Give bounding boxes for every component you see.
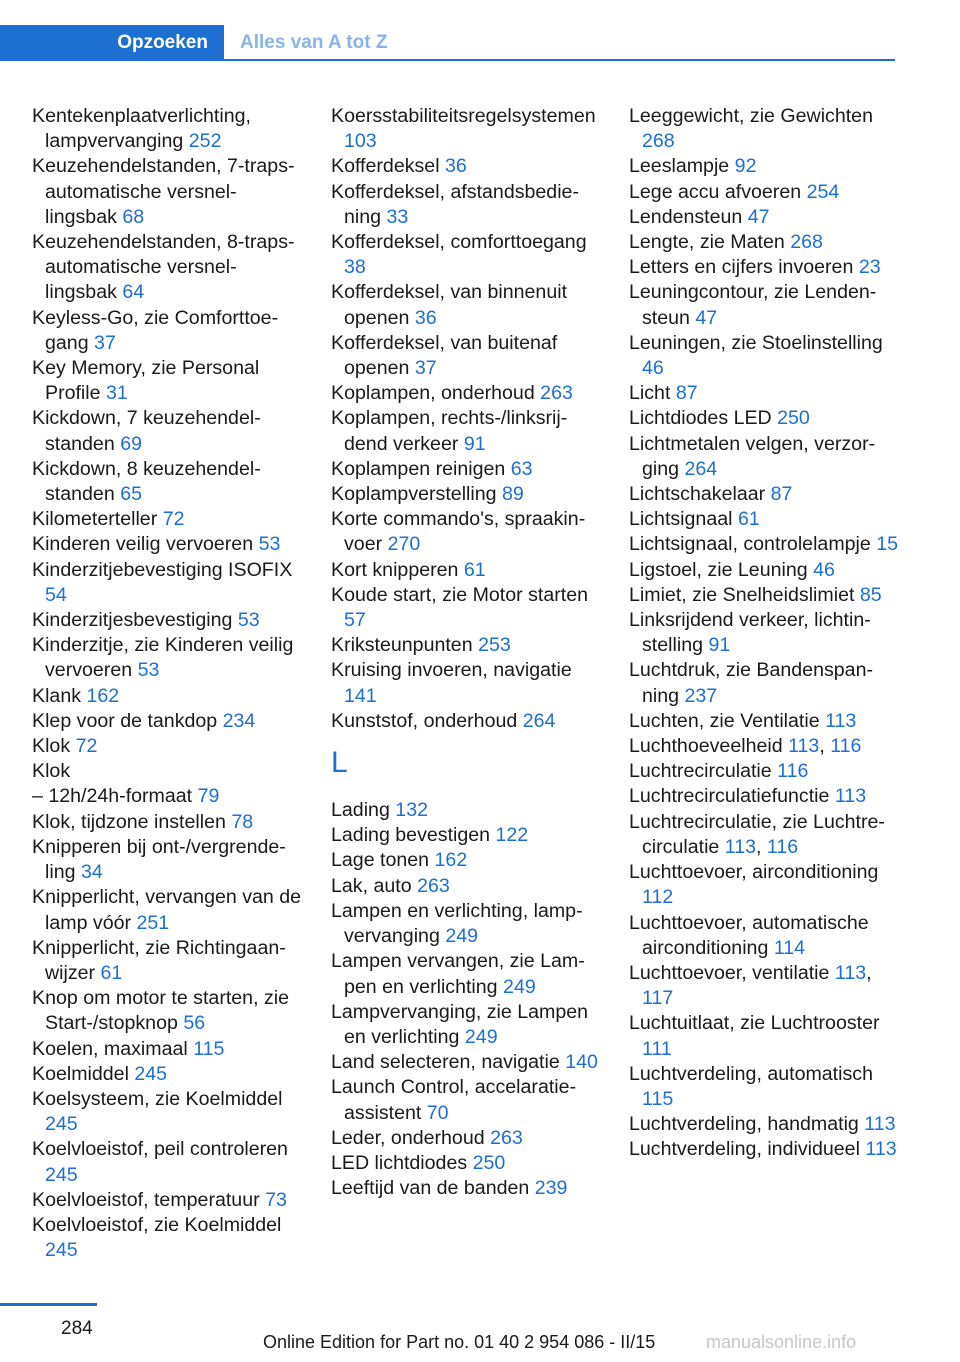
index-entry [32, 1087, 302, 1137]
index-entry-term: Keuzehendelstanden, 7-traps-automatische versnellingsbak [32, 155, 295, 228]
page-reference-link[interactable]: 53 [258, 533, 281, 556]
index-entry-term: Lege accu afvoeren [629, 180, 802, 203]
index-entry [32, 154, 302, 230]
page-reference-link[interactable]: 132 [395, 799, 428, 822]
page-reference-link[interactable]: 113 [724, 835, 757, 858]
index-entry [32, 1137, 302, 1187]
index-entry-term: Luchtverdeling, automatisch [629, 1062, 873, 1085]
index-entry [629, 1062, 899, 1112]
index-entry [32, 684, 302, 709]
page-reference-link[interactable]: 239 [534, 1177, 568, 1200]
index-entry-term: Koelsysteem, zie Koelmiddel [32, 1087, 283, 1110]
index-entry [629, 911, 899, 961]
page-reference-link[interactable]: 113 [834, 961, 867, 984]
index-column-3 [629, 104, 899, 1163]
index-entry [629, 381, 899, 406]
index-entry-term: Keuzehendelstanden, 8-traps-automatische versnellingsbak [32, 231, 295, 304]
page-reference-link[interactable]: 116 [766, 835, 799, 858]
index-entry-term: Kentekenplaatverlichting, lampvervanging [32, 105, 251, 153]
index-entry [32, 810, 302, 835]
index-entry [629, 1137, 899, 1162]
index-entry [331, 381, 601, 406]
watermark: manualsonline.info [706, 1332, 857, 1352]
page-reference-link[interactable]: 15 [876, 533, 899, 556]
page-reference-link[interactable]: 245 [45, 1239, 78, 1262]
index-entry [32, 306, 302, 356]
page-reference-link[interactable]: 249 [503, 975, 536, 998]
index-entry [32, 608, 302, 633]
index-entry [629, 860, 899, 910]
page-reference-link[interactable]: 87 [770, 483, 793, 506]
index-entry-term: Kort knipperen [331, 558, 459, 581]
index-entry [32, 633, 302, 683]
index-entry [331, 230, 601, 280]
page-header [0, 25, 895, 61]
index-entry-term: Knipperen bij ont-/vergrendeling [32, 835, 286, 884]
index-entry [32, 457, 302, 507]
index-entry [331, 1126, 601, 1151]
index-entry-term: Kofferdeksel, afstandsbediening [331, 180, 579, 228]
page-reference-link[interactable]: 56 [183, 1012, 206, 1035]
index-entry [331, 949, 601, 999]
page-reference-link[interactable]: 46 [813, 558, 835, 581]
index-entry [629, 658, 899, 708]
index-entry-term: Lampen en verlichting, lampvervanging [331, 899, 583, 948]
page-reference-link[interactable]: 140 [565, 1051, 598, 1074]
index-entry-term: Leeggewicht, zie Gewichten [629, 105, 873, 127]
index-entry [629, 205, 899, 230]
page-reference-link[interactable]: 112 [642, 886, 674, 909]
index-entry-term: Letters en cijfers invoeren [629, 256, 854, 279]
index-entry-term: Luchtrecirculatie, zie Luchtrecirculatie [629, 810, 885, 858]
index-entry [629, 532, 899, 557]
page-reference-link[interactable]: 113 [825, 709, 857, 732]
page-reference-link[interactable]: 245 [45, 1113, 78, 1136]
index-entry-term: Koplampen, onderhoud [331, 382, 535, 405]
index-entry [629, 558, 899, 583]
index-entry [32, 784, 302, 809]
index-entry [331, 874, 601, 899]
index-entry-term: Kunststof, onderhoud [331, 709, 518, 732]
index-entry-term: Land selecteren, navigatie [331, 1051, 560, 1074]
page-reference-link[interactable]: 36 [414, 306, 437, 329]
page-reference-link[interactable]: 103 [344, 130, 377, 153]
index-entry-term: Lengte, zie Maten [629, 231, 785, 254]
page-reference-link[interactable]: 115 [193, 1037, 225, 1060]
page-reference-link[interactable]: 57 [344, 609, 366, 632]
index-entry [32, 507, 302, 532]
index-entry-term: Key Memory, zie Personal Profile [32, 357, 260, 405]
index-entry-term: Klep voor de tankdop [32, 709, 218, 732]
index-entry-term: Kilometerteller [32, 508, 158, 531]
index-entry-term: Knop om motor te starten, zie Start-/stopknop [32, 987, 290, 1035]
index-entry-term: Koplampverstelling [331, 483, 497, 506]
index-entry-term: Lichtsignaal [629, 508, 733, 531]
index-entry-term: Koplampen, rechts-/linksrijdend verkeer [331, 407, 568, 455]
index-entry-term: Kickdown, 8 keuzehendelstanden [32, 457, 261, 506]
page-reference-link[interactable]: 111 [642, 1037, 672, 1060]
index-entry [629, 432, 899, 482]
index-entry-term: Kruising invoeren, navigatie [331, 659, 572, 682]
page-reference-link[interactable]: 47 [695, 306, 718, 329]
page-reference-link[interactable]: 268 [790, 231, 823, 254]
index-entry [629, 482, 899, 507]
index-entry [331, 583, 601, 633]
index-entry-term: Koude start, zie Motor starten [331, 583, 589, 606]
index-entry-term: Luchthoeveelheid [629, 735, 783, 758]
index-entry [331, 482, 601, 507]
page-reference-link[interactable]: 245 [45, 1163, 78, 1186]
index-entry [32, 1213, 302, 1263]
page-reference-link[interactable]: 53 [137, 659, 160, 682]
page-reference-link[interactable]: 46 [642, 357, 664, 380]
index-entry-term: Ligstoel, zie Leuning [629, 558, 808, 581]
index-entry-term: Leeslampje [629, 155, 730, 178]
index-entry: Luchthoeveelheid 113, 116 [629, 735, 862, 758]
index-entry-term: Koplampen reinigen [331, 457, 506, 480]
index-entry [331, 104, 601, 154]
index-entry-term: Kofferdeksel, van binnenuit openen [331, 281, 568, 329]
index-entry-term: Limiet, zie Snelheidslimiet [629, 583, 855, 606]
index-entry-term: Luchten, zie Ventilatie [629, 709, 820, 732]
index-entry [32, 532, 302, 557]
tab-opzoeken[interactable]: Opzoeken [0, 25, 224, 61]
page-reference-link[interactable]: 33 [386, 205, 409, 228]
index-entry: Luchttoevoer, ventilatie 113, 117 [629, 961, 872, 1010]
page-reference-link[interactable]: 85 [859, 583, 882, 606]
page-reference-link[interactable]: 263 [540, 382, 573, 405]
index-entry [331, 1176, 601, 1201]
page-reference-link[interactable]: 68 [122, 205, 145, 228]
index-entry [331, 633, 601, 658]
page-reference-link[interactable]: 234 [222, 709, 256, 732]
page-reference-link[interactable]: 36 [445, 155, 467, 178]
page-reference-link[interactable]: 65 [120, 483, 142, 506]
page-reference-link[interactable]: 162 [86, 684, 120, 707]
index-entry [32, 558, 302, 608]
index-entry-term: Luchtrecirculatie [629, 760, 772, 783]
page-reference-link[interactable]: 162 [434, 849, 468, 872]
index-entry [32, 835, 302, 885]
index-entry-term: Luchtdruk, zie Bandenspanning [629, 659, 874, 707]
page-reference-link[interactable]: 23 [858, 256, 881, 279]
page-reference-link[interactable]: 251 [136, 911, 170, 934]
index-column-2 [331, 104, 601, 1201]
page-reference-link[interactable]: 245 [134, 1062, 168, 1085]
page-reference-link[interactable]: 264 [684, 457, 718, 480]
index-entry-term: Knipperlicht, vervangen van de lamp vóór [32, 886, 302, 934]
index-entry-term: Kriksteunpunten [331, 634, 473, 657]
page-reference-link[interactable]: 116 [777, 760, 809, 783]
index-entry-term: Lampen vervangen, zie Lampen en verlichting [331, 950, 585, 998]
index-entry [629, 759, 899, 784]
page-reference-link[interactable]: 54 [45, 583, 67, 606]
index-entry [331, 1050, 601, 1075]
index-entry [32, 406, 302, 456]
page-reference-link[interactable]: 237 [684, 684, 718, 707]
index-entry [629, 406, 899, 431]
page-reference-link[interactable]: 78 [231, 810, 254, 833]
index-entry-term: Launch Control, accelaratie-assistent [331, 1076, 577, 1124]
index-entry [629, 331, 899, 381]
page-reference-link[interactable]: 250 [777, 407, 810, 430]
index-entry-term: Lak, auto [331, 874, 412, 897]
index-entry [331, 507, 601, 557]
index-entry [629, 230, 899, 255]
index-entry [331, 154, 601, 179]
page-reference-link[interactable]: 263 [417, 874, 450, 897]
index-entry [32, 1188, 302, 1213]
tab-alles-van-a-tot-z[interactable]: Alles van A tot Z [240, 32, 388, 53]
page-reference-link[interactable]: 249 [445, 925, 479, 948]
page-reference-link[interactable]: 87 [675, 382, 698, 405]
index-entry-term: Luchttoevoer, airconditioning [629, 861, 879, 884]
index-entry-term: Leuningen, zie Stoelinstelling [629, 331, 883, 354]
index-entry [629, 255, 899, 280]
page-reference-link[interactable]: 73 [265, 1188, 287, 1211]
index-entry-term: Leeftijd van de banden [331, 1177, 530, 1200]
index-entry [32, 104, 302, 154]
index-entry [331, 658, 601, 708]
index-entry-term: Lichtsignaal, controlelampje [629, 533, 871, 556]
index-entry [32, 759, 302, 784]
index-entry-term: Korte commando's, spraakinvoer [331, 508, 586, 556]
index-entry-term: Klank [32, 684, 82, 707]
index-entry-term: Lendensteun [629, 205, 743, 228]
index-entry [629, 583, 899, 608]
page-reference-link[interactable]: 61 [100, 961, 123, 984]
page-reference-link[interactable]: 117 [642, 987, 674, 1010]
index-entry [629, 280, 899, 330]
index-entry-term: Lampvervanging, zie Lampen en verlichting [331, 1000, 589, 1048]
index-entry [32, 230, 302, 306]
page-reference-link[interactable]: 253 [478, 634, 511, 657]
page-reference-link[interactable]: 264 [522, 709, 556, 732]
page-reference-link[interactable]: 249 [464, 1025, 498, 1048]
index-entry-term: – 12h/24h-formaat [32, 785, 193, 808]
page-reference-link[interactable]: 69 [120, 432, 142, 455]
index-entry-term: Kinderen veilig vervoeren [32, 533, 254, 556]
page-reference-link[interactable]: 115 [642, 1087, 674, 1110]
index-entry [331, 1151, 601, 1176]
page-reference-link[interactable]: 268 [642, 130, 675, 153]
index-entry-term: Klok [32, 760, 71, 783]
index-entry [629, 608, 899, 658]
page-reference-link[interactable]: 270 [387, 533, 421, 556]
index-entry-term: Klok [32, 735, 71, 758]
footer-accent-line [0, 1303, 97, 1306]
index-entry-term: Luchttoevoer, ventilatie [629, 961, 830, 984]
index-entry-term: Linksrijdend verkeer, lichtinstelling [629, 609, 871, 657]
page-reference-link[interactable]: 116 [830, 735, 862, 758]
index-entry [629, 180, 899, 205]
section-letter: L [331, 746, 348, 780]
page-reference-link[interactable]: 113 [788, 735, 820, 758]
index-entry [331, 457, 601, 482]
page-reference-link[interactable]: 141 [344, 684, 377, 707]
page-reference-link[interactable]: 263 [490, 1126, 523, 1149]
index-entry-term: Licht [629, 382, 671, 405]
index-entry-term: Lichtmetalen velgen, verzorging [629, 432, 876, 480]
index-entry-term: Leuningcontour, zie Lendensteun [629, 281, 877, 329]
index-entry-term: Kofferdeksel, van buitenaf openen [331, 331, 558, 380]
index-entry-term: Luchttoevoer, automatische airconditioning [629, 911, 869, 959]
index-entry [32, 885, 302, 935]
page-reference-link[interactable]: 113 [834, 785, 867, 808]
header-divider [224, 59, 895, 61]
index-entry [32, 709, 302, 734]
index-column-1 [32, 104, 302, 1263]
index-entry-term: Kofferdeksel, comforttoegang [331, 231, 587, 254]
index-entry-term: Lading [331, 799, 390, 822]
index-entry [629, 1011, 899, 1061]
index-entry [331, 558, 601, 583]
index-entry [629, 709, 899, 734]
index-entry-term: Luchtrecirculatiefunctie [629, 785, 830, 808]
page-reference-link[interactable]: 47 [747, 205, 770, 228]
page-reference-link[interactable]: 61 [463, 558, 486, 581]
index-entry [331, 331, 601, 381]
index-entry [331, 848, 601, 873]
index-entry-term: Leder, onderhoud [331, 1126, 485, 1149]
page-reference-link[interactable]: 254 [806, 180, 840, 203]
page-reference-link[interactable]: 89 [502, 483, 524, 506]
index-entry-term: Kinderzitjebevestiging ISOFIX [32, 558, 293, 581]
index-entry [331, 1000, 601, 1050]
index-entry [331, 280, 601, 330]
index-entry-term: Lading bevestigen [331, 824, 491, 847]
index-entry-term: Klok, tijdzone instellen [32, 810, 226, 833]
index-entry [629, 507, 899, 532]
index-entry-term: Koelvloeistof, temperatuur [32, 1188, 260, 1211]
page-reference-link[interactable]: 91 [708, 634, 731, 657]
index-entry-term: Luchtuitlaat, zie Luchtrooster [629, 1012, 880, 1035]
index-entry-term: Kofferdeksel [331, 155, 440, 178]
index-entry [32, 356, 302, 406]
page-reference-link[interactable]: 70 [426, 1101, 449, 1124]
index-entry-term: LED lichtdiodes [331, 1151, 468, 1174]
index-entry [629, 784, 899, 809]
index-entry [331, 823, 601, 848]
page-number: 284 [61, 1318, 93, 1339]
index-entry-term: Koelvloeistof, zie Koelmiddel [32, 1213, 282, 1236]
index-entry-term: Luchtverdeling, individueel [629, 1138, 860, 1161]
index-entry: Luchtrecirculatie, zie Luchtrecirculatie 113, 116 [629, 810, 885, 858]
index-entry-term: Kickdown, 7 keuzehendelstanden [32, 407, 261, 455]
page-reference-link[interactable]: 72 [162, 508, 185, 531]
index-entry-term: Koelvloeistof, peil controleren [32, 1138, 288, 1161]
page-reference-link[interactable]: 31 [106, 382, 128, 405]
page-reference-link[interactable]: 64 [122, 281, 145, 304]
page-reference-link[interactable]: 113 [864, 1113, 896, 1136]
index-entry [331, 406, 601, 456]
index-entry [629, 104, 899, 154]
index-entry-term: Kinderzitje, zie Kinderen veilig vervoeren [32, 634, 294, 682]
index-entry-term: Luchtverdeling, handmatig [629, 1113, 859, 1136]
index-entry [32, 986, 302, 1036]
index-entry [32, 1037, 302, 1062]
page-reference-link[interactable]: 38 [344, 256, 366, 279]
page-reference-link[interactable]: 63 [510, 457, 533, 480]
page-reference-link[interactable]: 53 [237, 609, 260, 632]
index-entry [331, 899, 601, 949]
page-reference-link[interactable]: 91 [463, 432, 486, 455]
page-reference-link[interactable]: 92 [734, 155, 757, 178]
index-entry [629, 1112, 899, 1137]
page-reference-link[interactable]: 122 [495, 824, 529, 847]
index-entry [32, 936, 302, 986]
page-reference-link[interactable]: 34 [80, 861, 103, 884]
page-reference-link[interactable]: 61 [737, 508, 760, 531]
edition-note: Online Edition for Part no. 01 40 2 954 086 - II/15 [263, 1332, 656, 1352]
index-entry-term: Koelen, maximaal [32, 1037, 188, 1060]
index-entry-term: Lage tonen [331, 849, 430, 872]
index-entry-term: Koersstabiliteitsregelsystemen [331, 105, 596, 127]
index-entry-term: Lichtdiodes LED [629, 407, 772, 430]
index-entry-term: Koelmiddel [32, 1062, 129, 1085]
index-entry [32, 734, 302, 759]
index-entry-term: Kinderzitjesbevestiging [32, 609, 233, 632]
index-entry-term: Knipperlicht, zie Richtingaanwijzer [32, 936, 286, 984]
index-entry-term: Keyless-Go, zie Comforttoegang [32, 306, 279, 354]
index-entry [331, 798, 601, 823]
index-entry-term: Lichtschakelaar [629, 483, 766, 506]
index-entry [331, 180, 601, 230]
index-entry [32, 1062, 302, 1087]
page-reference-link[interactable]: 250 [472, 1151, 506, 1174]
page-reference-link[interactable]: 72 [75, 735, 98, 758]
page-reference-link[interactable]: 37 [414, 357, 437, 380]
page-reference-link[interactable]: 114 [773, 936, 806, 959]
page-reference-link[interactable]: 113 [865, 1138, 897, 1161]
page-reference-link[interactable]: 79 [197, 785, 220, 808]
index-entry [331, 1075, 601, 1125]
page-reference-link[interactable]: 37 [94, 331, 116, 354]
page-reference-link[interactable]: 252 [188, 130, 222, 153]
index-entry [331, 709, 601, 734]
index-entry [629, 154, 899, 179]
